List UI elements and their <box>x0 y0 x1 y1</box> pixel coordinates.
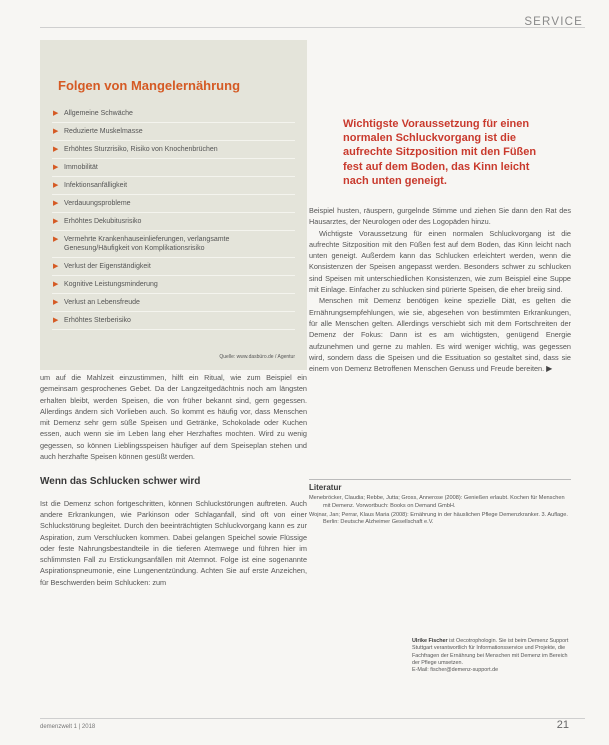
author-bio <box>412 638 572 674</box>
bullet-arrow-icon: ▶ <box>53 299 59 306</box>
paragraph: Beispiel husten, räuspern, gurgelnde Stimme und ziehen Sie dann den Rat des Hausarztes, der Neurologen oder des Logopäden hinzu. <box>309 206 571 227</box>
section-heading: Wenn das Schlucken schwer wird <box>40 476 201 488</box>
info-box-title: Folgen von Mangelernährung <box>58 78 241 93</box>
info-box-item <box>52 312 295 330</box>
author-description: ist Oecotrophologin. Sie ist beim Demenz Support Stuttgart verantwortlich für Informationsservice und Projekte, die Fachfragen der Ernährung bei Menschen mit Demenz im Bereich der Pflege umsetzen. <box>412 638 569 666</box>
info-box-item <box>52 159 295 177</box>
paragraph: Wichtigste Voraussetzung für einen normalen Schluckvorgang ist die aufrechte Sitzposition mit den Füßen fest auf dem Boden, das Kinn leicht nach unten geneigt. Außerdem kann das Schlucken erleichtert werden, wenn die Konsistenzen der Speisen angepasst werden. Besonders schwer zu schlucken sind Speisen mit unterschiedlichen Konsistenzen, wie zum Beispiel eine Suppe mit Einlage. Einfacher zu schlucken sind pürierte Speisen, die eher breiig sind. <box>309 228 571 295</box>
info-box-item <box>52 231 295 258</box>
info-box-item <box>52 177 295 195</box>
literature-rule <box>309 479 571 480</box>
info-box-item-text: Verlust an Lebensfreude <box>64 299 140 306</box>
info-box-item <box>52 141 295 159</box>
journal-issue: demenzwelt 1 | 2018 <box>40 724 96 730</box>
info-box-item <box>52 294 295 312</box>
footer-rule <box>40 718 585 719</box>
bullet-arrow-icon: ▶ <box>53 146 59 153</box>
bullet-arrow-icon: ▶ <box>53 236 59 243</box>
left-column <box>40 372 307 588</box>
bullet-arrow-icon: ▶ <box>53 200 59 207</box>
bullet-arrow-icon: ▶ <box>53 128 59 135</box>
info-box <box>40 40 307 370</box>
header-rule <box>40 27 585 28</box>
right-column <box>309 205 571 374</box>
info-box-item-text: Infektionsanfälligkeit <box>64 182 128 189</box>
end-mark-icon: ▶ <box>546 364 553 374</box>
info-box-item-text: Vermehrte Krankenhauseinlieferungen, verlangsamte Genesung/Häufigkeit von Komplikationsrisiko <box>64 236 230 252</box>
bullet-arrow-icon: ▶ <box>53 317 59 324</box>
info-box-item-text: Erhöhtes Sturzrisiko, Risiko von Knochenbrüchen <box>64 146 218 153</box>
paragraph: Menschen mit Demenz benötigen keine spezielle Diät, es gelten die Ernährungsempfehlungen, wie sie, abgesehen von bestimmten Erkrankungen, für alle Menschen gelten. Allerdings verschiebt sich mit dem Fortschreiten der Demenz der Fokus: Dann ist es am wichtigsten, genügend Energie aufzunehmen und gerne zu mahlen. Es wird weniger wichtig, was gegessen wird, sondern dass die Speisen und die Essituation so gestaltet sind, dass sie einem von Demenz Betroffenen Menschen Genuss und Freude bereiten. ▶ <box>309 296 571 374</box>
info-box-item <box>52 195 295 213</box>
literature-entry: Menebröcker, Claudia; Rebbe, Jutta; Gross, Annerose (2008): Genießen erlaubt. Kochen für Menschen mit Demenz. Vorwortbuch: Books on Demand GmbH. <box>309 495 565 509</box>
page-number: 21 <box>556 719 569 731</box>
info-box-item-text: Verlust der Eigenständigkeit <box>64 263 151 270</box>
pull-quote: Wichtigste Voraussetzung für einen normalen Schluckvorgang ist die aufrechte Sitzposition mit den Füßen fest auf dem Boden, das Kinn leicht nach unten geneigt. <box>343 118 537 187</box>
paragraph: Ist die Demenz schon fortgeschritten, können Schluckstörungen auftreten. Auch andere Erkrankungen, wie Parkinson oder Schlaganfall, sind oft von einer Schluckstörung begleitet. Durch den beeinträchtigten Schluckvorgang kann es zur Aspiration, zum Verschlucken kommen. Dabei gelangen Speichel sowie Flüssige oder feste Nahrungsbestandteile in die tieferen Atemwege und führen hier im schlimmsten Fall zu Erstickungsanfällen mit Atemnot. Folge ist eine sogenannte Aspirationspneumonie, eine Lungenentzündung. Achten Sie auf erste Anzeichen, für Beschwerden beim Schlucken: zum <box>40 498 307 587</box>
bullet-arrow-icon: ▶ <box>53 164 59 171</box>
info-box-item <box>52 258 295 276</box>
author-name: Ulrike Fischer <box>412 638 448 644</box>
section-label: SERVICE <box>524 16 583 28</box>
info-box-item-text: Verdauungsprobleme <box>64 200 131 207</box>
paragraph: um auf die Mahlzeit einzustimmen, hilft ein Ritual, wie zum Beispiel ein gemeinsam gesprochenes Gebet. Da der Langzeitgedächtnis noch am längsten erhalten bleibt, werden Speisen, die von früher bekannt sind, gern gegessen. Allerdings ändern sich Vorlieben auch. So kommt es häufig vor, dass Menschen mit Demenz sehr gern süße Speisen und Getränke, Schokolade oder Kuchen essen, auch wenn sie im Leben lang eher Herzhaftes mochten. Wird zu wenig gegessen, so können Lieblingsspeisen häufiger auf dem Speiseplan stehen und auch herzhafte Speisen können gesüßt werden. <box>40 373 307 462</box>
literature-entry: Wojnar, Jan; Perrar, Klaus Maria (2008): Ernährung in der häuslichen Pflege Demenzkranker. 3. Auflage. Berlin: Deutsche Alzheimer Gesellschaft e.V. <box>309 511 568 526</box>
info-box-item-text: Kognitive Leistungsminderung <box>64 281 158 288</box>
info-box-item <box>52 105 295 123</box>
info-box-list <box>52 105 295 330</box>
info-box-item-text: Erhöhtes Dekubitusrisiko <box>64 218 142 225</box>
info-box-item <box>52 123 295 141</box>
info-box-item-text: Erhöhtes Sterberisiko <box>64 317 131 324</box>
info-box-item-text: Allgemeine Schwäche <box>64 110 133 117</box>
info-box-item-text: Immobilität <box>64 164 98 171</box>
literature-section <box>309 483 571 528</box>
info-box-caption: Quelle: www.dasbüro.de / Agentur <box>219 354 295 360</box>
info-box-item-text: Reduzierte Muskelmasse <box>64 128 143 135</box>
info-box-item <box>52 213 295 231</box>
bullet-arrow-icon: ▶ <box>53 110 59 117</box>
literature-title: Literatur <box>309 483 342 492</box>
bullet-arrow-icon: ▶ <box>53 263 59 270</box>
author-email: E-Mail: fischer@demenz-support.de <box>412 667 499 674</box>
bullet-arrow-icon: ▶ <box>53 281 59 288</box>
bullet-arrow-icon: ▶ <box>53 182 59 189</box>
info-box-item <box>52 276 295 294</box>
bullet-arrow-icon: ▶ <box>53 218 59 225</box>
